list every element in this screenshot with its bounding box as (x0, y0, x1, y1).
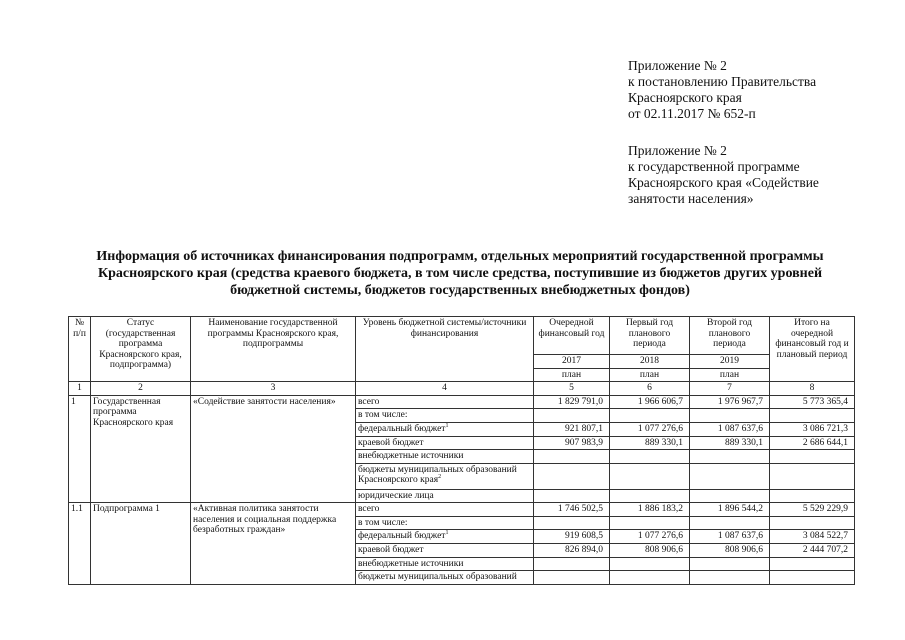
header-level: Уровень бюджетной системы/источники финансирования (356, 317, 534, 382)
value-cell: 5 773 365,4 (770, 395, 855, 409)
value-cell (534, 489, 610, 503)
value-cell (770, 489, 855, 503)
header-name: Наименование государственной программы Красноярского края, подпрограммы (191, 317, 356, 382)
value-cell (770, 450, 855, 464)
value-cell (610, 450, 690, 464)
value-cell: 1 966 606,7 (610, 395, 690, 409)
column-number: 8 (770, 382, 855, 396)
header-status: Статус (государственная программа Красноярского края, подпрограмма) (91, 317, 191, 382)
footnote-mark: 1 (445, 422, 449, 429)
header-year-3: Второй год планового периода (690, 317, 770, 355)
value-cell (610, 516, 690, 530)
appendix-line: Красноярского края «Содействие (628, 175, 819, 190)
value-cell: 2 444 707,2 (770, 544, 855, 558)
value-cell: 5 529 229,9 (770, 503, 855, 517)
appendix-line: занятости населения» (628, 191, 754, 206)
title-line: Красноярского края (средства краевого бюджета, в том числе средства, поступившие из бюджетов других уровней (97, 266, 823, 281)
subprogram-status: Подпрограмма 1 (91, 503, 191, 585)
title-line: бюджетной системы, бюджетов государственных внебюджетных фондов) (230, 283, 690, 298)
appendix-line: от 02.11.2017 № 652-п (628, 106, 756, 121)
value-cell (610, 489, 690, 503)
subprogram-num: 1.1 (69, 503, 91, 585)
column-number: 6 (610, 382, 690, 396)
value-cell (770, 557, 855, 571)
value-cell: 1 087 637,6 (690, 530, 770, 544)
program-status: Государственная программа Красноярского края (91, 395, 191, 503)
level-cell: в том числе: (356, 409, 534, 423)
financing-table (68, 316, 855, 585)
header-plan: план (690, 368, 770, 382)
value-cell (534, 557, 610, 571)
value-cell (770, 516, 855, 530)
appendix-line: Красноярского края (628, 90, 742, 105)
appendix-line: Приложение № 2 (628, 58, 727, 73)
value-cell: 921 807,1 (534, 422, 610, 436)
document-title (60, 248, 860, 299)
value-cell: 826 894,0 (534, 544, 610, 558)
level-cell: краевой бюджет (356, 544, 534, 558)
column-number: 3 (191, 382, 356, 396)
header-plan: план (534, 368, 610, 382)
value-cell: 1 976 967,7 (690, 395, 770, 409)
value-cell (690, 557, 770, 571)
level-cell: краевой бюджет (356, 436, 534, 450)
level-text: федеральный бюджет (358, 423, 446, 434)
level-cell: в том числе: (356, 516, 534, 530)
value-cell (690, 463, 770, 489)
value-cell (770, 571, 855, 585)
value-cell: 919 608,5 (534, 530, 610, 544)
value-cell: 3 086 721,3 (770, 422, 855, 436)
header-year-2: Первый год планового периода (610, 317, 690, 355)
value-cell (610, 571, 690, 585)
level-cell: внебюджетные источники (356, 557, 534, 571)
header-total: Итого на очередной финансовый год и плановый период (770, 317, 855, 382)
column-number: 5 (534, 382, 610, 396)
level-cell: всего (356, 395, 534, 409)
value-cell (690, 516, 770, 530)
value-cell (690, 450, 770, 464)
level-cell (356, 463, 534, 489)
appendix-line: к государственной программе (628, 159, 800, 174)
value-cell: 889 330,1 (690, 436, 770, 450)
level-cell (356, 422, 534, 436)
value-cell: 2 686 644,1 (770, 436, 855, 450)
value-cell: 1 087 637,6 (690, 422, 770, 436)
value-cell (690, 489, 770, 503)
value-cell: 1 886 183,2 (610, 503, 690, 517)
table-row (69, 395, 855, 409)
column-number: 1 (69, 382, 91, 396)
level-cell: всего (356, 503, 534, 517)
level-text: федеральный бюджет (358, 531, 446, 541)
value-cell: 1 077 276,6 (610, 530, 690, 544)
column-number: 7 (690, 382, 770, 396)
footnote-mark: 1 (445, 529, 449, 536)
program-num: 1 (69, 395, 91, 503)
appendix-line: Приложение № 2 (628, 143, 727, 158)
value-cell (610, 463, 690, 489)
value-cell: 3 084 522,7 (770, 530, 855, 544)
value-cell: 1 077 276,6 (610, 422, 690, 436)
column-number: 2 (91, 382, 191, 396)
level-cell: юридические лица (356, 489, 534, 503)
level-cell: бюджеты муниципальных образований (356, 571, 534, 585)
column-number-row (69, 382, 855, 396)
appendix-resolution-block (628, 58, 816, 122)
value-cell: 907 983,9 (534, 436, 610, 450)
value-cell: 1 829 791,0 (534, 395, 610, 409)
header-num: № п/п (69, 317, 91, 382)
header-year-1-value: 2017 (534, 355, 610, 369)
value-cell (534, 450, 610, 464)
table-row (69, 503, 855, 517)
value-cell (610, 409, 690, 423)
title-line: Информация об источниках финансирования подпрограмм, отдельных мероприятий государственной программы (96, 249, 824, 264)
header-year-3-value: 2019 (690, 355, 770, 369)
level-cell: внебюджетные источники (356, 450, 534, 464)
value-cell (770, 409, 855, 423)
value-cell (690, 571, 770, 585)
value-cell (534, 516, 610, 530)
footnote-mark: 2 (438, 473, 442, 480)
value-cell (770, 463, 855, 489)
value-cell (534, 571, 610, 585)
subprogram-name: «Активная политика занятости населения и социальная поддержка безработных граждан» (191, 503, 356, 585)
value-cell: 1 746 502,5 (534, 503, 610, 517)
value-cell: 808 906,6 (690, 544, 770, 558)
level-text: бюджеты муниципальных образований Красноярского края (358, 464, 517, 485)
header-plan: план (610, 368, 690, 382)
header-year-2-value: 2018 (610, 355, 690, 369)
value-cell (534, 463, 610, 489)
appendix-line: к постановлению Правительства (628, 74, 817, 89)
column-number: 4 (356, 382, 534, 396)
header-year-1: Очередной финансовый год (534, 317, 610, 355)
appendix-program-block (628, 143, 819, 207)
value-cell: 1 896 544,2 (690, 503, 770, 517)
value-cell (610, 557, 690, 571)
level-cell (356, 530, 534, 544)
value-cell: 889 330,1 (610, 436, 690, 450)
value-cell: 808 906,6 (610, 544, 690, 558)
value-cell (534, 409, 610, 423)
program-name: «Содействие занятости населения» (191, 395, 356, 503)
value-cell (690, 409, 770, 423)
